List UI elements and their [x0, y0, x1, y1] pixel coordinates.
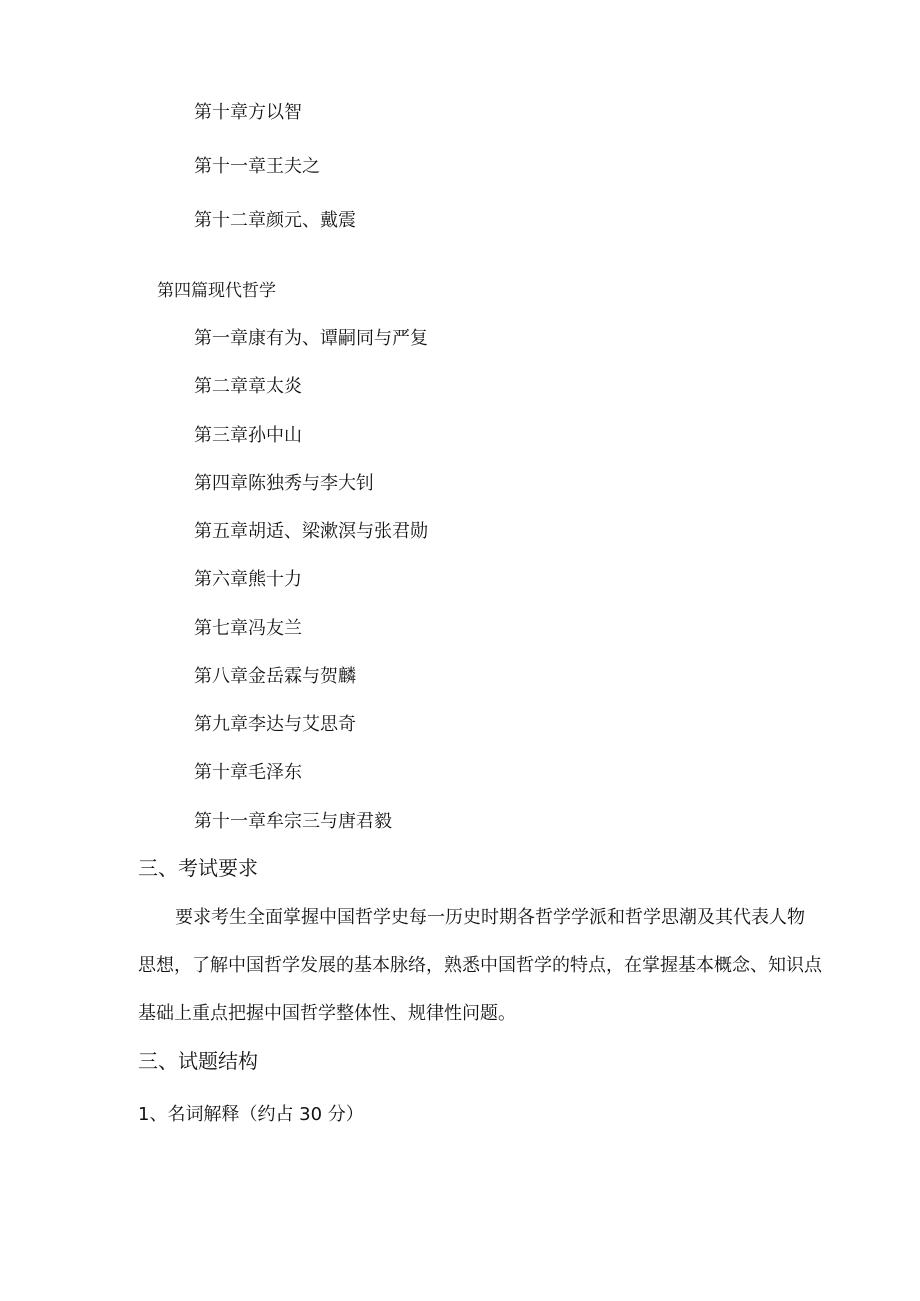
chapter-item: 第十二章颜元、戴震 [194, 210, 356, 231]
chapter-item: 第五章胡适、梁漱溟与张君勋 [194, 521, 428, 542]
part-title: 第四篇现代哲学 [157, 281, 276, 301]
paragraph-line: 要求考生全面掌握中国哲学史每一历史时期各哲学学派和哲学思潮及其代表人物 [175, 907, 805, 928]
chapter-item: 第十一章牟宗三与唐君毅 [194, 811, 392, 832]
chapter-item: 第七章冯友兰 [194, 618, 302, 639]
chapter-item: 第十章方以智 [194, 102, 302, 123]
chapter-item: 第三章孙中山 [194, 425, 302, 446]
chapter-item: 第一章康有为、谭嗣同与严复 [194, 328, 428, 349]
chapter-item: 第二章章太炎 [194, 376, 302, 397]
paragraph-line: 基础上重点把握中国哲学整体性、规律性问题。 [138, 1003, 516, 1024]
chapter-item: 第九章李达与艾思奇 [194, 714, 356, 735]
chapter-item: 第十章毛泽东 [194, 762, 302, 783]
paragraph-line: 思想，了解中国哲学发展的基本脉络，熟悉中国哲学的特点，在掌握基本概念、知识点 [138, 955, 822, 976]
section-heading-structure: 三、试题结构 [138, 1049, 258, 1073]
chapter-item: 第六章熊十力 [194, 569, 302, 590]
chapter-item: 第八章金岳霖与贺麟 [194, 666, 356, 687]
chapter-item: 第十一章王夫之 [194, 156, 320, 177]
structure-item: 1、名词解释（约占 30 分） [138, 1104, 364, 1125]
section-heading-exam: 三、考试要求 [138, 856, 258, 880]
chapter-item: 第四章陈独秀与李大钊 [194, 473, 374, 494]
